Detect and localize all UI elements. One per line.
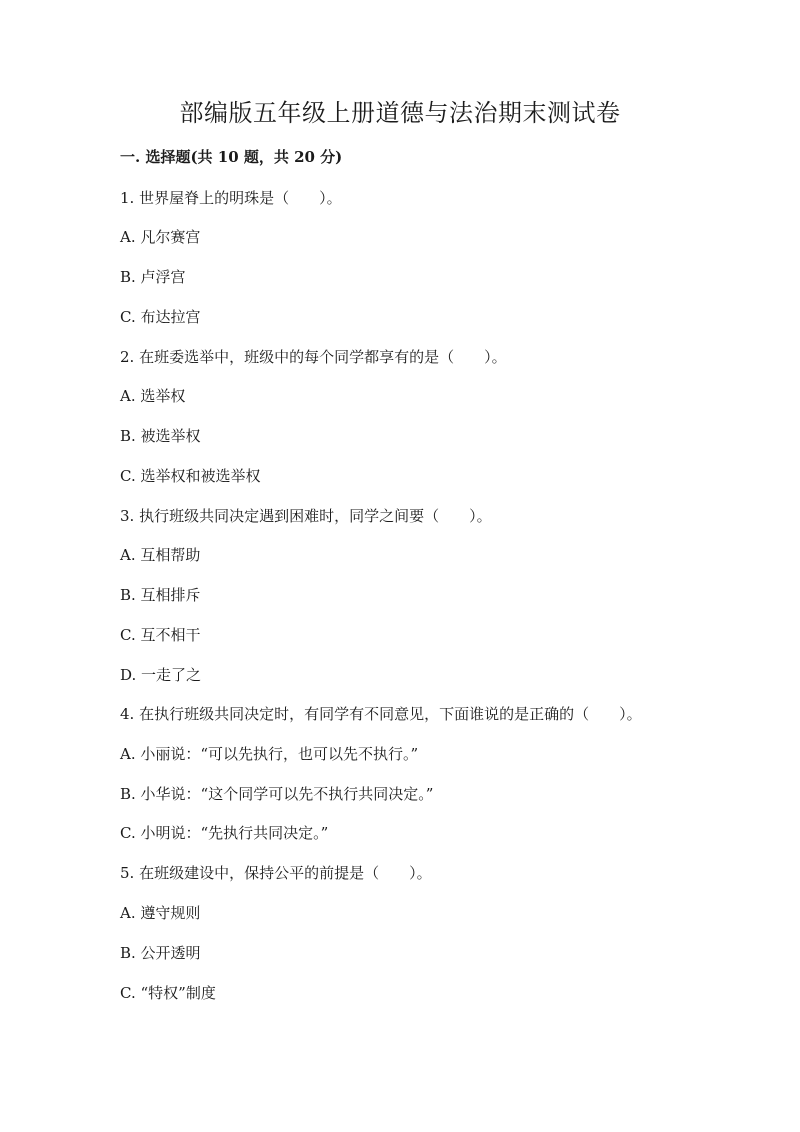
option-1c: C. 布达拉宫 — [120, 308, 201, 326]
option-2a: A. 选举权 — [120, 387, 186, 405]
option-3d: D. 一走了之 — [120, 666, 202, 684]
option-3b: B. 互相排斥 — [120, 586, 201, 604]
question-1: 1. 世界屋脊上的明珠是（ ）。 — [120, 189, 342, 207]
page-title: 部编版五年级上册道德与法治期末测试卷 — [179, 99, 621, 127]
question-5: 5. 在班级建设中，保持公平的前提是（ ）。 — [120, 864, 432, 882]
option-4b: B. 小华说：“这个同学可以先不执行共同决定。” — [120, 785, 434, 803]
option-2c: C. 选举权和被选举权 — [120, 467, 261, 485]
option-1a: A. 凡尔赛宫 — [120, 228, 201, 246]
option-1b: B. 卢浮宫 — [120, 268, 186, 286]
option-3a: A. 互相帮助 — [120, 546, 201, 564]
section-heading: 一. 选择题(共 10 题，共 20 分) — [120, 148, 343, 166]
question-4: 4. 在执行班级共同决定时，有同学有不同意见，下面谁说的是正确的（ ）。 — [120, 705, 642, 723]
question-3: 3. 执行班级共同决定遇到困难时，同学之间要（ ）。 — [120, 507, 492, 525]
option-3c: C. 互不相干 — [120, 626, 201, 644]
question-2: 2. 在班委选举中，班级中的每个同学都享有的是（ ）。 — [120, 348, 507, 366]
option-5a: A. 遵守规则 — [120, 904, 201, 922]
option-5b: B. 公开透明 — [120, 944, 201, 962]
option-2b: B. 被选举权 — [120, 427, 201, 445]
option-4c: C. 小明说：“先执行共同决定。” — [120, 824, 329, 842]
option-4a: A. 小丽说：“可以先执行，也可以先不执行。” — [120, 745, 419, 763]
option-5c: C. “特权”制度 — [120, 984, 216, 1002]
